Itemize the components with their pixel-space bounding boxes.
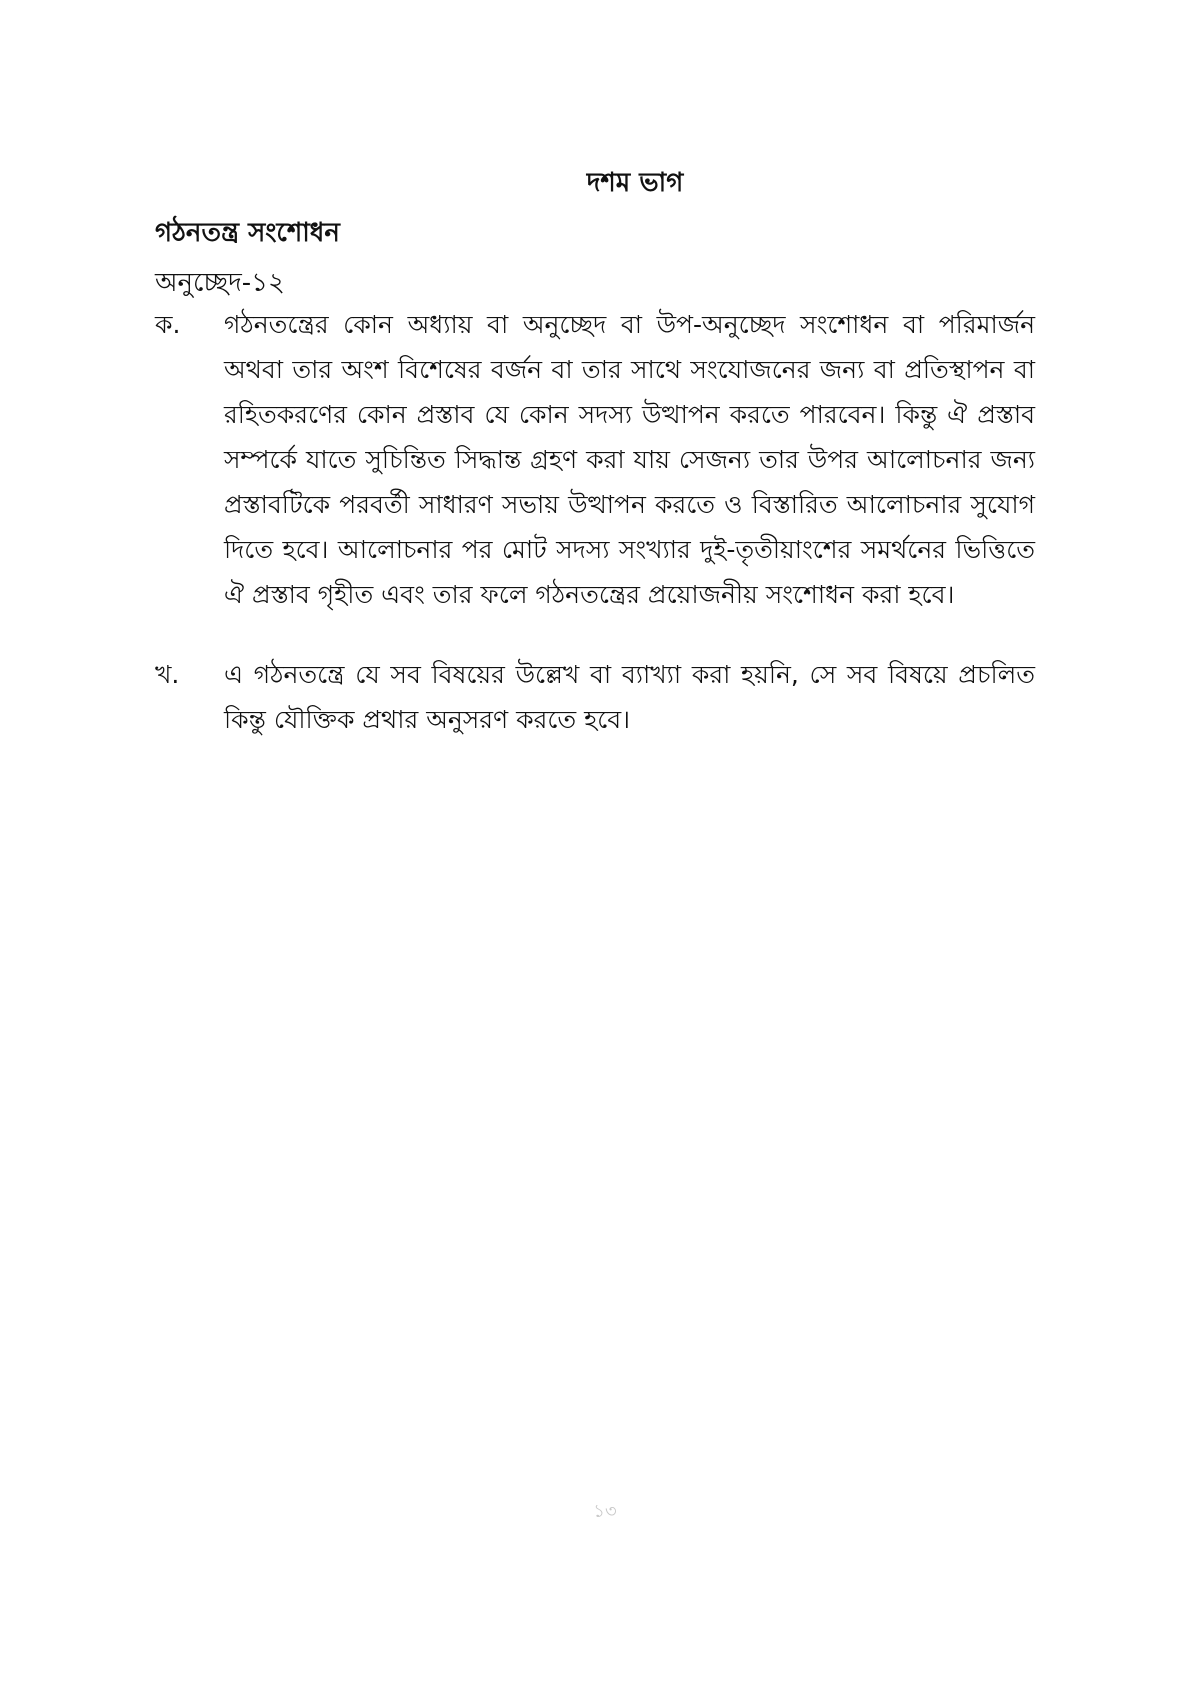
clause-text: গঠনতন্ত্রের কোন অধ্যায় বা অনুচ্ছেদ বা উপ-অনুচ্ছেদ সংশোধন বা পরিমার্জন অথবা তার অংশ বিশেষের বর্জন বা তার সাথে সংযোজনের জন্য বা প্রতিস্থাপন বা রহিতকরণের কোন প্রস্তাব যে কোন সদস্য উত্থাপন করতে পারবেন। কিন্তু ঐ প্রস্তাব সম্পর্কে যাতে সুচিন্তিত সিদ্ধান্ত গ্রহণ করা যায় সেজন্য তার উপর আলোচনার জন্য প্রস্তাবটিকে পরবর্তী সাধারণ সভায় উত্থাপন করতে ও বিস্তারিত আলোচনার সুযোগ দিতে হবে। আলোচনার পর মোট সদস্য সংখ্যার দুই-তৃতীয়াংশের সমর্থনের ভিত্তিতে ঐ প্রস্তাব গৃহীত এবং তার ফলে গঠনতন্ত্রের প্রয়োজনীয় সংশোধন করা হবে।	[224, 310, 1035, 609]
clause-text: এ গঠনতন্ত্রে যে সব বিষয়ের উল্লেখ বা ব্যাখ্যা করা হয়নি, সে সব বিষয়ে প্রচলিত কিন্তু যৌক্তিক প্রথার অনুসরণ করতে হবে।	[224, 660, 1035, 734]
clause-marker: খ.	[155, 660, 180, 689]
part-title: দশম ভাগ	[586, 168, 684, 198]
clause-ka	[155, 302, 1035, 617]
page-number: ১৩	[593, 1501, 617, 1522]
clause-kha	[155, 652, 1035, 742]
section-heading: গঠনতন্ত্র সংশোধন	[155, 218, 340, 248]
clause-marker: ক.	[155, 310, 181, 339]
article-label: অনুচ্ছেদ-১২	[155, 268, 285, 298]
